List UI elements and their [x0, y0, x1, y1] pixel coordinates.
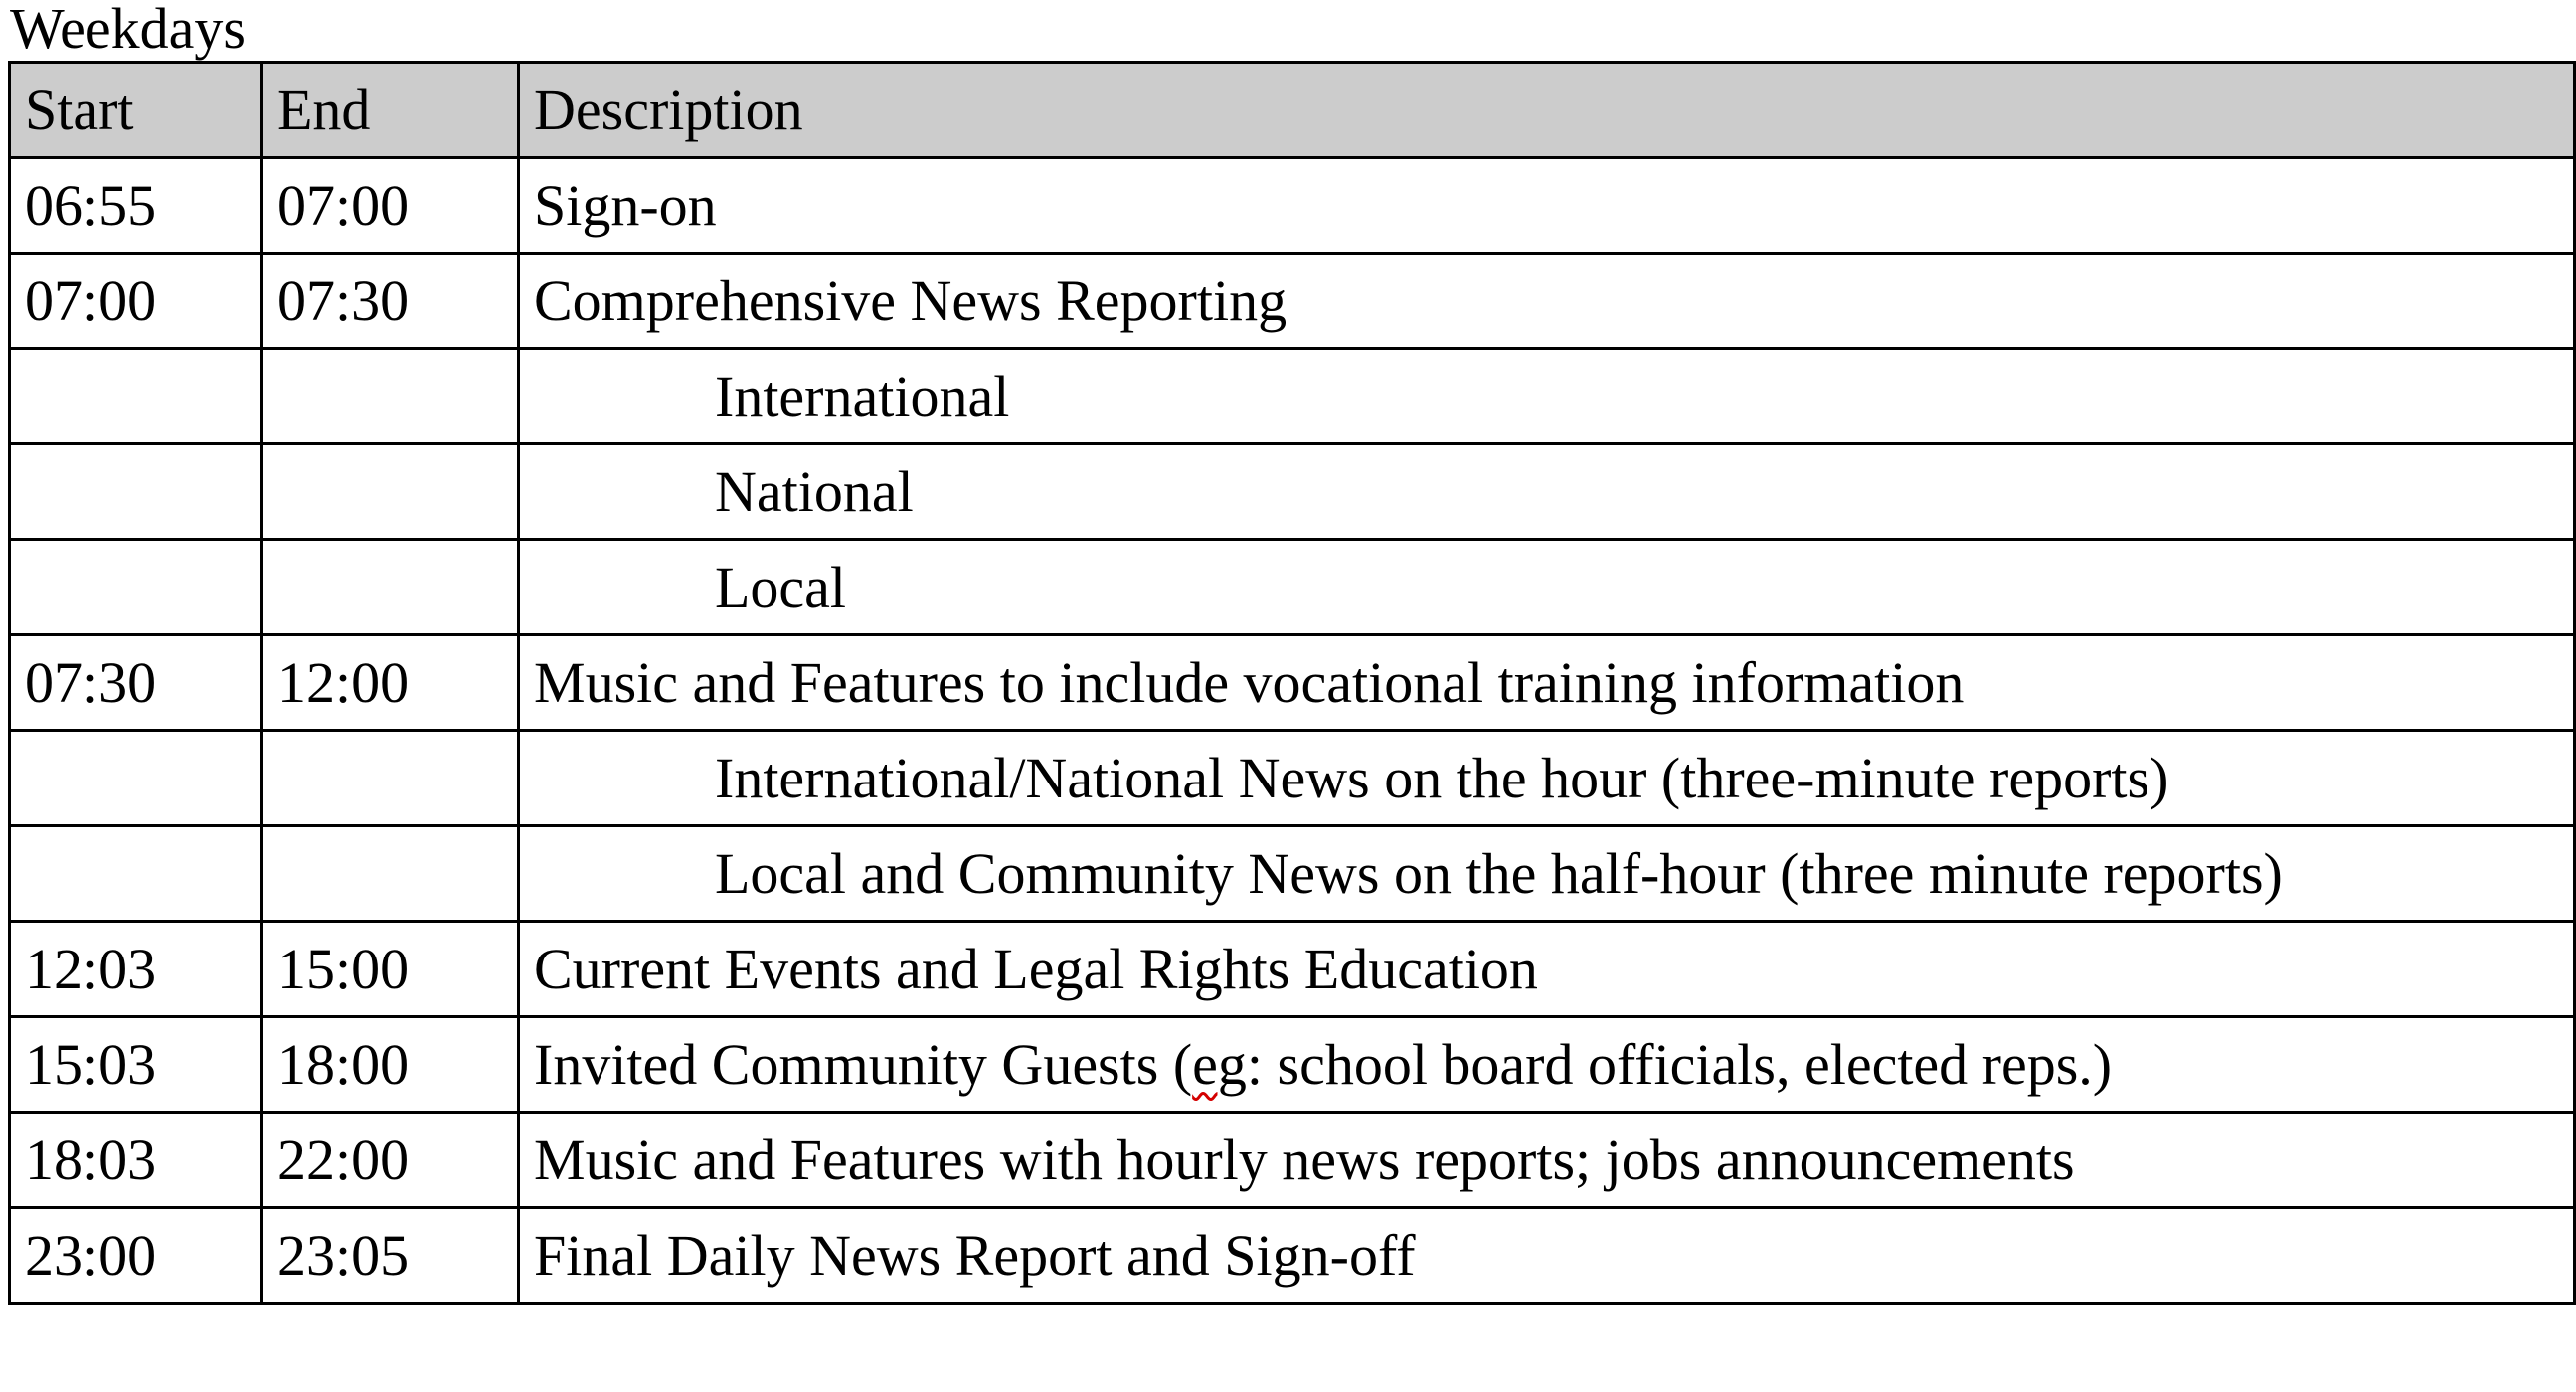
- description-cell: Final Daily News Report and Sign-off: [519, 1208, 2575, 1304]
- start-cell: [10, 826, 262, 922]
- description-cell: Comprehensive News Reporting: [519, 254, 2575, 349]
- start-cell: 06:55: [10, 158, 262, 254]
- start-cell: 15:03: [10, 1017, 262, 1113]
- table-row: [10, 1113, 2575, 1208]
- description-cell-indented: International/National News on the hour (three-minute reports): [519, 731, 2575, 826]
- end-cell: [262, 349, 519, 444]
- end-cell: [262, 731, 519, 826]
- end-cell: 07:00: [262, 158, 519, 254]
- table-row: [10, 349, 2575, 444]
- table-row: [10, 922, 2575, 1017]
- end-cell: [262, 826, 519, 922]
- start-cell: 07:30: [10, 635, 262, 731]
- table-header-row: [10, 63, 2575, 158]
- start-cell: [10, 444, 262, 540]
- description-cell-indented: Local and Community News on the half-hour (three minute reports): [519, 826, 2575, 922]
- description-cell: [519, 1017, 2575, 1113]
- end-cell: 18:00: [262, 1017, 519, 1113]
- start-cell: [10, 540, 262, 635]
- table-row: [10, 635, 2575, 731]
- table-row: [10, 1017, 2575, 1113]
- end-cell: 15:00: [262, 922, 519, 1017]
- column-header-start: Start: [10, 63, 262, 158]
- end-cell: [262, 444, 519, 540]
- column-header-description: Description: [519, 63, 2575, 158]
- start-cell: 12:03: [10, 922, 262, 1017]
- end-cell: [262, 540, 519, 635]
- description-cell: Sign-on: [519, 158, 2575, 254]
- table-row: [10, 826, 2575, 922]
- table-row: [10, 444, 2575, 540]
- table-row: [10, 158, 2575, 254]
- description-cell-indented: National: [519, 444, 2575, 540]
- table-row: [10, 254, 2575, 349]
- start-cell: 18:03: [10, 1113, 262, 1208]
- table-row: [10, 1208, 2575, 1304]
- column-header-end: End: [262, 63, 519, 158]
- end-cell: 07:30: [262, 254, 519, 349]
- description-text-part: : school board officials, elected reps.): [1246, 1032, 2113, 1097]
- end-cell: 22:00: [262, 1113, 519, 1208]
- end-cell: 12:00: [262, 635, 519, 731]
- end-cell: 23:05: [262, 1208, 519, 1304]
- description-cell: Music and Features to include vocational training information: [519, 635, 2575, 731]
- description-cell: Music and Features with hourly news reports; jobs announcements: [519, 1113, 2575, 1208]
- table-title: Weekdays: [10, 0, 246, 61]
- description-cell-indented: International: [519, 349, 2575, 444]
- description-cell: Current Events and Legal Rights Education: [519, 922, 2575, 1017]
- schedule-table: [8, 61, 2576, 1305]
- description-text-part: Invited Community Guests (: [534, 1032, 1193, 1097]
- start-cell: 07:00: [10, 254, 262, 349]
- start-cell: [10, 731, 262, 826]
- table-row: [10, 540, 2575, 635]
- spellcheck-flagged-word[interactable]: eg: [1192, 1032, 1247, 1097]
- description-cell-indented: Local: [519, 540, 2575, 635]
- table-row: [10, 731, 2575, 826]
- start-cell: 23:00: [10, 1208, 262, 1304]
- start-cell: [10, 349, 262, 444]
